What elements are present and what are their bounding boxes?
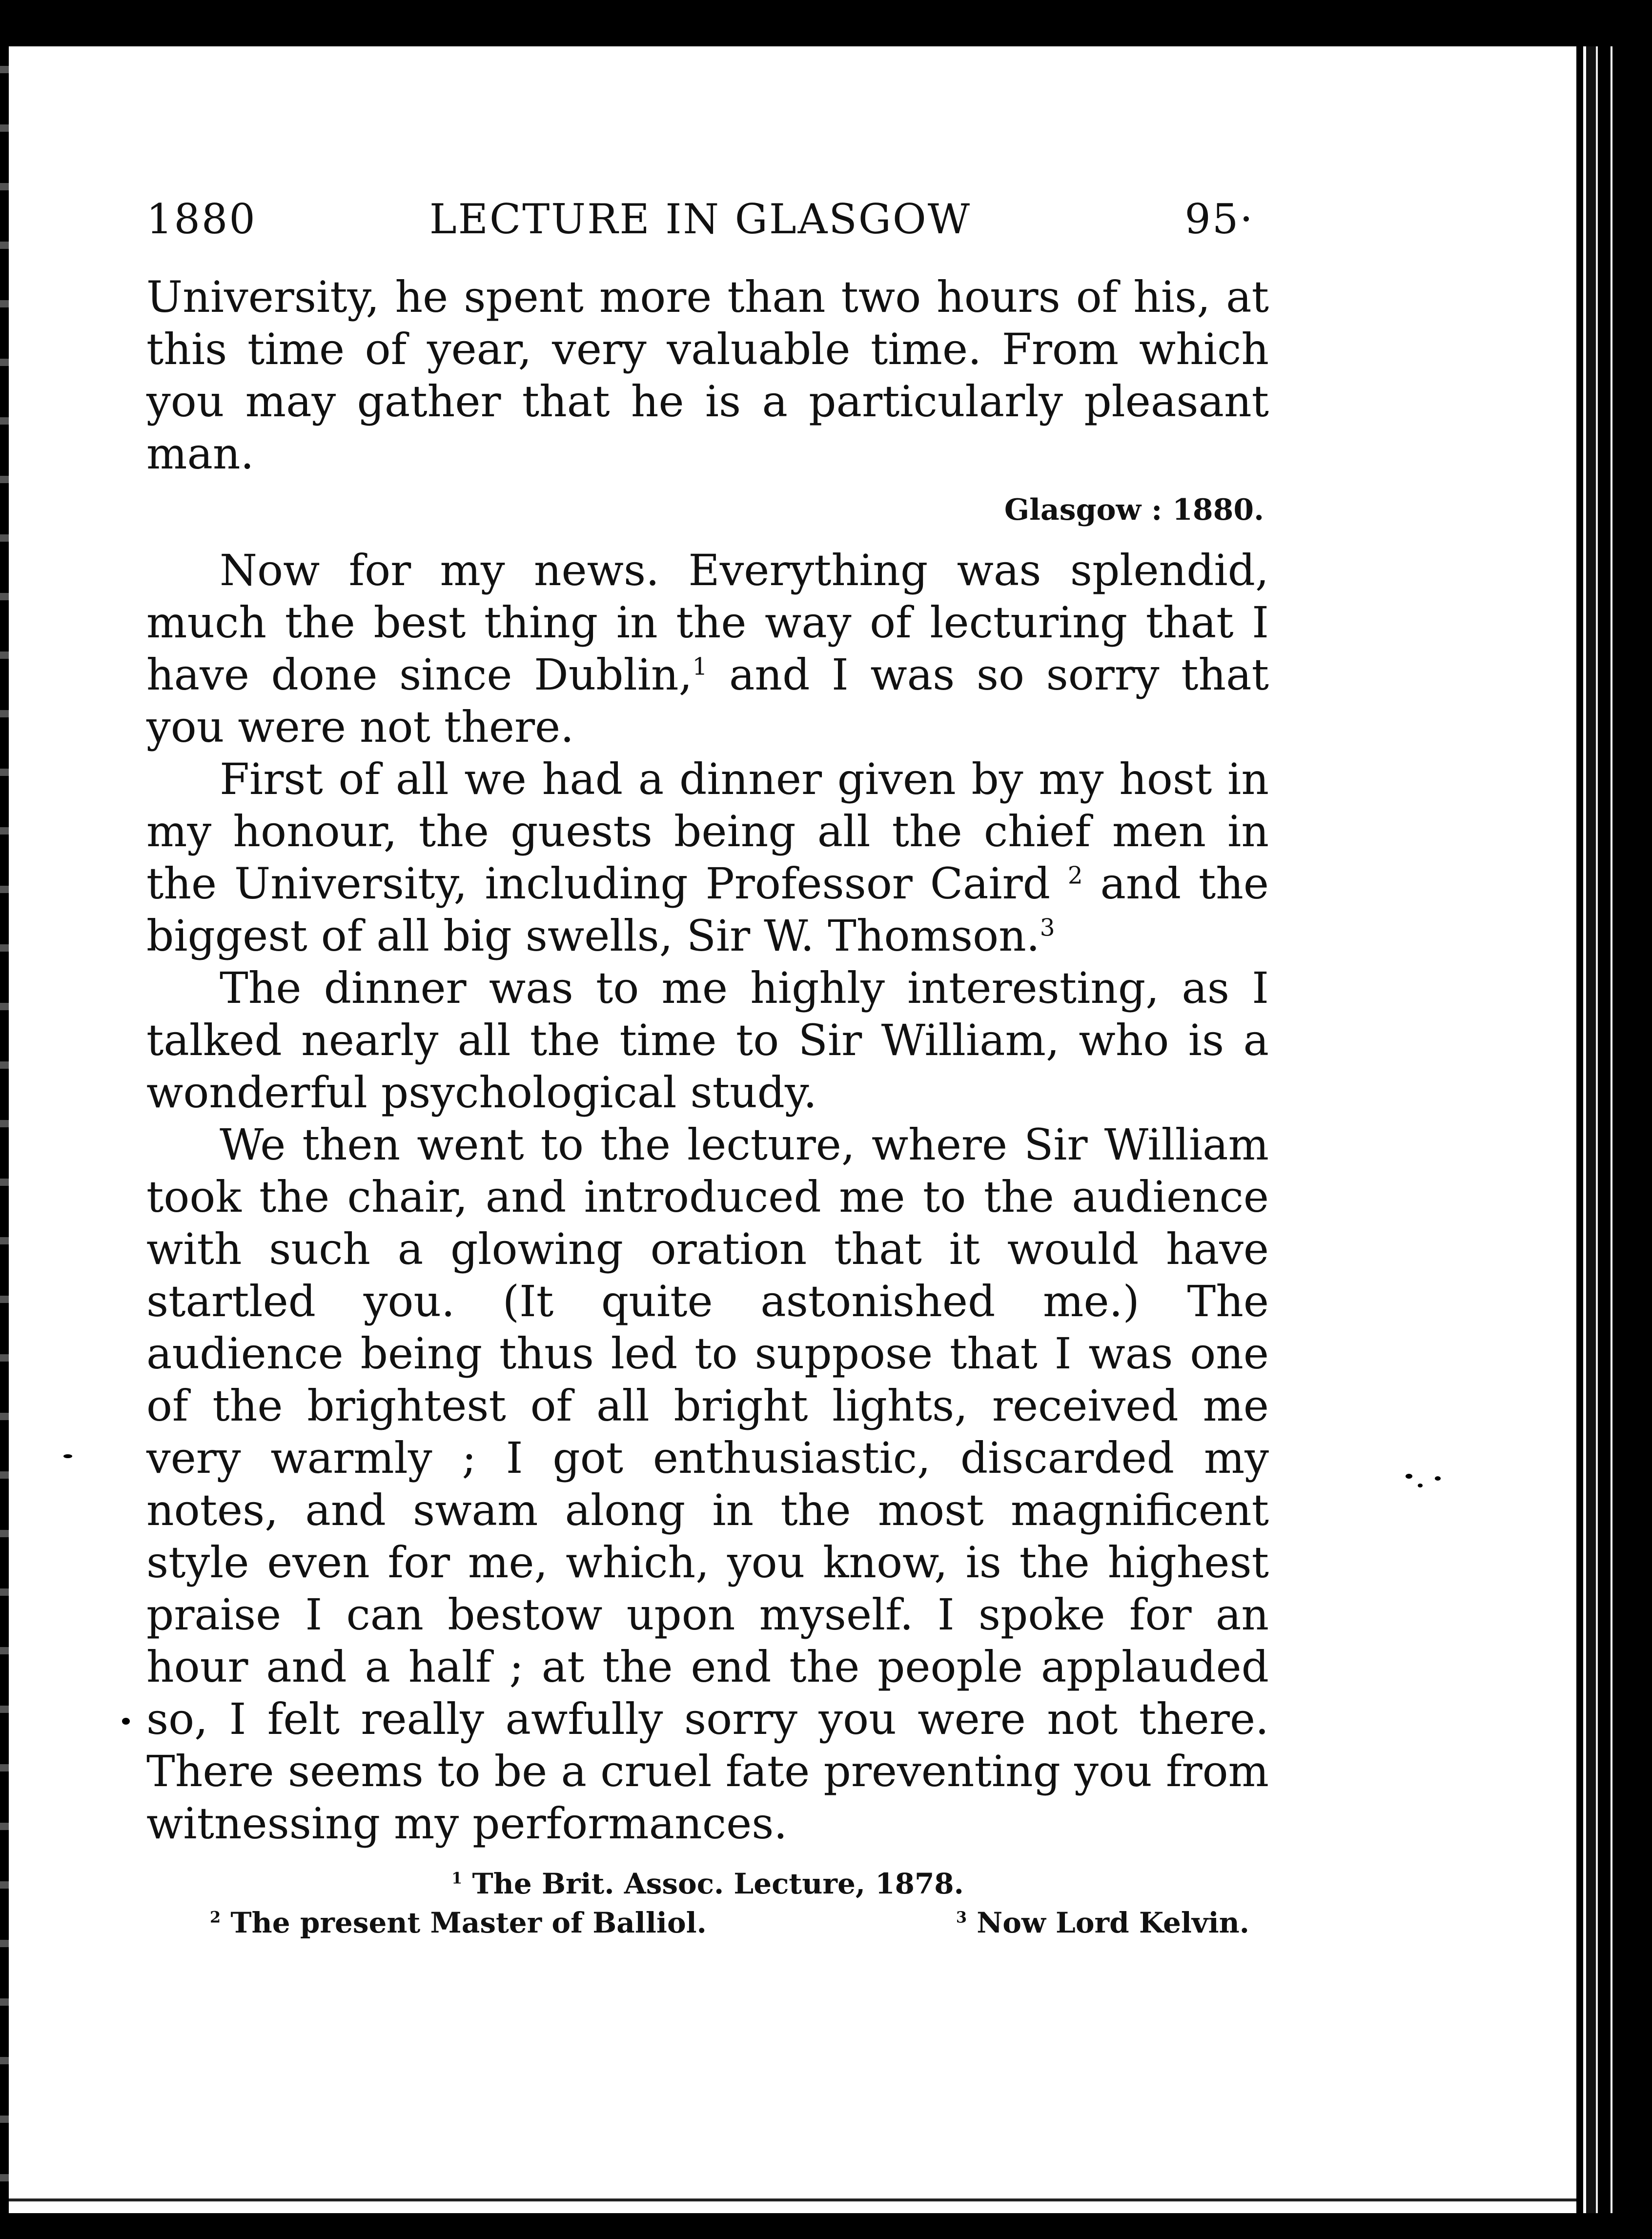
- running-head: [146, 195, 1254, 249]
- paragraph: [146, 753, 1269, 962]
- paragraph: The dinner was to me highly interesting, as I talked nearly all the time to Sir William, who is a wonderful psychological study.: [146, 963, 1269, 1118]
- footnote-ref: 3: [1040, 914, 1055, 942]
- footnote-row: [146, 1903, 1269, 1942]
- scan-border-top: [0, 0, 1652, 46]
- footnote-mark: 2: [210, 1908, 221, 1927]
- paragraph-text: and the biggest of all big swells, Sir W. Thomson.: [146, 858, 1269, 961]
- footnote-3: [956, 1903, 1249, 1942]
- page-bottom-edge: [9, 2198, 1576, 2201]
- scan-speck: [1435, 1476, 1441, 1481]
- paragraph-text: First of all we had a dinner given by my host in my honour, the guests being all the chief men in the University, including Professor Caird: [146, 754, 1269, 909]
- scan-speck: [122, 1718, 130, 1725]
- running-head-year: 1880: [146, 195, 257, 243]
- footnote-ref: 2: [1067, 862, 1083, 890]
- scan-border-bottom: [0, 2213, 1652, 2239]
- paragraph-text: Now for my news. Everything was splendid, much the best thing in the way of lecturing that I have done since Dublin,: [146, 545, 1269, 700]
- footnote-1: [146, 1864, 1269, 1903]
- scan-speck: [1406, 1474, 1412, 1479]
- scan-border-left: [0, 46, 9, 2239]
- scan-speck: [1418, 1484, 1423, 1487]
- paragraph: We then went to the lecture, where Sir William took the chair, and introduced me to the audience with such a glowing oration that it would have startled you. (It quite astonished me.) The audience being thus led to suppose that I was one of the brightest of all bright lights, received me very warmly ; I got enthusiastic, discarded my notes, and swam along in the most magnificent style even for me, which, you know, is the highest praise I can bestow upon myself. I spoke for an hour and a half ; at the end the people applauded so, I felt really awfully sorry you were not there. There seems to be a cruel fate preventing you from witnessing my performances.: [146, 1120, 1269, 1849]
- page-number: 95·: [1184, 195, 1254, 243]
- footnote-text: Now Lord Kelvin.: [967, 1906, 1249, 1939]
- paragraph-continuation: University, he spent more than two hours of his, at this time of year, very valuable time. From which you may gather that he is a particularly pleasant man.: [146, 272, 1269, 479]
- running-head-title: LECTURE IN GLASGOW: [429, 195, 972, 243]
- scan-speck: [63, 1454, 72, 1458]
- footnotes: [146, 1864, 1269, 1942]
- footnote-mark: 3: [956, 1908, 967, 1927]
- dateline: Glasgow : 1880.: [1004, 493, 1264, 527]
- paragraph-text: and I was so sorry that you were not there.: [146, 650, 1269, 752]
- letter-body: [146, 271, 1269, 1850]
- footnote-2: [210, 1903, 707, 1942]
- page-edge-gutter: [1576, 46, 1652, 2239]
- footnote-ref: 1: [692, 653, 708, 681]
- footnote-text: The Brit. Assoc. Lecture, 1878.: [462, 1867, 964, 1900]
- footnote-text: The present Master of Balliol.: [221, 1906, 707, 1939]
- paragraph: [146, 544, 1269, 753]
- footnote-mark: 1: [451, 1869, 463, 1888]
